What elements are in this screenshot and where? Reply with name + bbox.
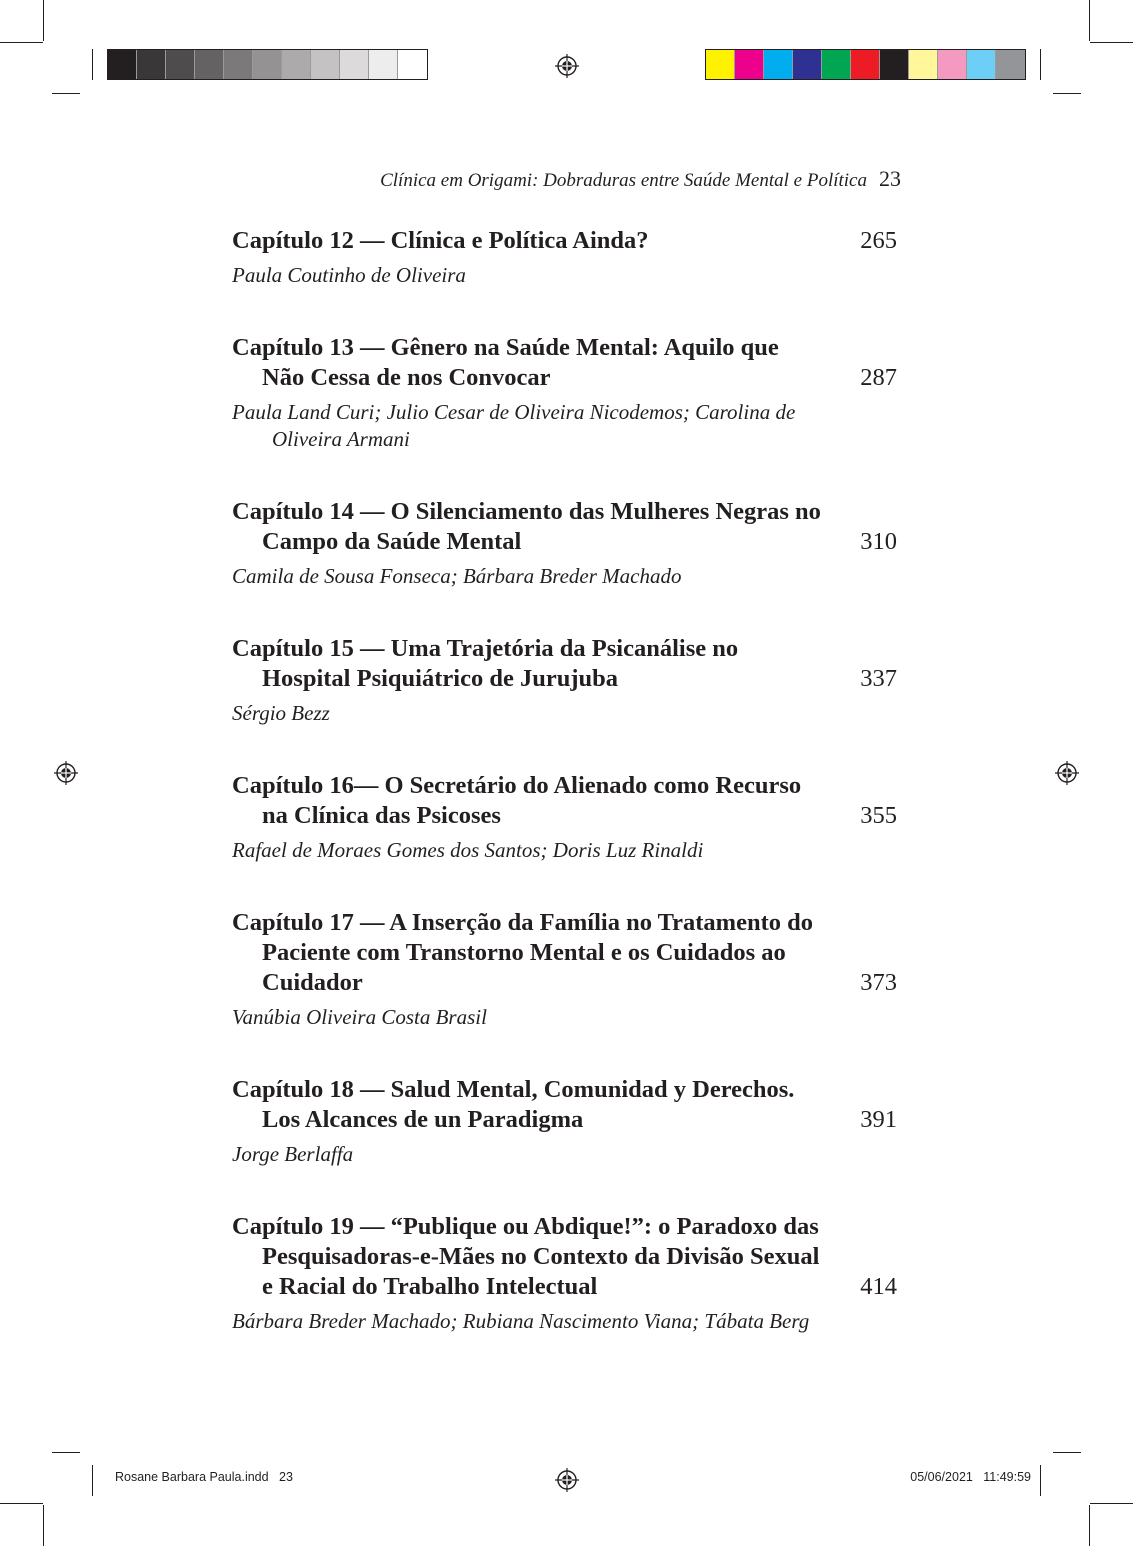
crop-mark: [43, 1505, 44, 1546]
chapter-page-number: 373: [860, 969, 897, 996]
chapter-authors: Paula Coutinho de Oliveira: [232, 263, 466, 287]
color-bar: [705, 49, 1026, 80]
crop-mark: [1040, 49, 1041, 80]
color-swatch: [851, 50, 880, 79]
color-swatch: [967, 50, 996, 79]
crop-mark: [1089, 0, 1090, 41]
color-swatch: [735, 50, 764, 79]
chapter-title-text: Capítulo 14 — O Silenciamento das Mulheres Negras no Campo da Saúde Mental: [232, 498, 821, 555]
crop-mark: [0, 1503, 43, 1504]
chapter-page-number: 355: [860, 802, 897, 829]
chapter-authors: Camila de Sousa Fonseca; Bárbara Breder Machado: [232, 564, 682, 588]
chapter-title-text: Capítulo 13 — Gênero na Saúde Mental: Aquilo que Não Cessa de nos Convocar: [232, 334, 779, 391]
chapter-title: [232, 771, 897, 831]
crop-mark: [1090, 1503, 1133, 1504]
toc-entry: [232, 771, 897, 864]
crop-mark: [0, 42, 43, 43]
color-swatch: [880, 50, 909, 79]
chapter-title-text: Capítulo 19 — “Publique ou Abdique!”: o Paradoxo das Pesquisadoras-e-Mães no Contexto da Divisão Sexual e Racial do Trabalho Intelectual: [232, 1213, 820, 1300]
registration-mark-icon: [54, 761, 78, 785]
color-swatch: [822, 50, 851, 79]
chapter-authors: Sérgio Bezz: [232, 701, 330, 725]
crop-mark: [1090, 42, 1133, 43]
crop-mark: [1089, 1505, 1090, 1546]
color-swatch: [311, 50, 340, 79]
table-of-contents: [232, 226, 897, 1379]
toc-entry: [232, 1075, 897, 1168]
chapter-title: [232, 908, 897, 998]
chapter-title-text: Capítulo 16— O Secretário do Alienado como Recurso na Clínica das Psicoses: [232, 772, 802, 829]
toc-entry: [232, 1212, 897, 1335]
running-title: Clínica em Origami: Dobraduras entre Saúde Mental e Política: [380, 170, 867, 191]
color-swatch: [282, 50, 311, 79]
chapter-page-number: 287: [860, 364, 897, 391]
color-swatch: [340, 50, 369, 79]
chapter-page-number: 310: [860, 528, 897, 555]
chapter-authors: Rafael de Moraes Gomes dos Santos; Doris Luz Rinaldi: [232, 838, 704, 862]
chapter-title: [232, 634, 897, 694]
color-swatch: [938, 50, 967, 79]
toc-entry: [232, 226, 897, 289]
chapter-title: [232, 497, 897, 557]
chapter-title: [232, 333, 897, 393]
chapter-title: [232, 226, 897, 256]
color-swatch: [793, 50, 822, 79]
color-swatch: [909, 50, 938, 79]
slug-file: Rosane Barbara Paula.indd 23: [115, 1470, 293, 1484]
crop-mark: [1040, 1465, 1041, 1496]
crop-mark: [43, 0, 44, 41]
toc-entry: [232, 333, 897, 453]
crop-mark: [1053, 93, 1081, 94]
color-swatch: [253, 50, 282, 79]
chapter-title-text: Capítulo 18 — Salud Mental, Comunidad y Derechos. Los Alcances de un Paradigma: [232, 1076, 795, 1133]
toc-entry: [232, 634, 897, 727]
crop-mark: [1053, 1452, 1081, 1453]
chapter-page-number: 414: [860, 1273, 897, 1300]
slug-datetime: 05/06/2021 11:49:59: [910, 1470, 1031, 1484]
color-swatch: [108, 50, 137, 79]
crop-mark: [52, 1452, 80, 1453]
chapter-authors: Bárbara Breder Machado; Rubiana Nascimento Viana; Tábata Berg: [232, 1309, 810, 1333]
crop-mark: [92, 1465, 93, 1496]
registration-mark-icon: [555, 1468, 579, 1492]
crop-mark: [52, 93, 80, 94]
chapter-page-number: 265: [860, 227, 897, 254]
color-swatch: [137, 50, 166, 79]
color-swatch: [996, 50, 1025, 79]
chapter-title: [232, 1212, 897, 1302]
grayscale-bar: [107, 49, 428, 80]
crop-mark: [92, 49, 93, 80]
chapter-title-text: Capítulo 17 — A Inserção da Família no Tratamento do Paciente com Transtorno Mental e os Cuidados ao Cuidador: [232, 909, 814, 996]
chapter-authors: Paula Land Curi; Julio Cesar de Oliveira Nicodemos; Carolina de Oliveira Armani: [232, 400, 796, 451]
page-number: 23: [879, 166, 901, 191]
registration-mark-icon: [1055, 761, 1079, 785]
chapter-title-text: Capítulo 15 — Uma Trajetória da Psicanálise no Hospital Psiquiátrico de Jurujuba: [232, 635, 739, 692]
chapter-authors: Vanúbia Oliveira Costa Brasil: [232, 1005, 487, 1029]
chapter-title: [232, 1075, 897, 1135]
registration-mark-icon: [555, 54, 579, 78]
color-swatch: [764, 50, 793, 79]
chapter-page-number: 391: [860, 1106, 897, 1133]
chapter-title-text: Capítulo 12 — Clínica e Política Ainda?: [232, 227, 649, 254]
color-swatch: [195, 50, 224, 79]
toc-entry: [232, 908, 897, 1031]
color-swatch: [369, 50, 398, 79]
color-swatch: [398, 50, 427, 79]
color-swatch: [706, 50, 735, 79]
chapter-authors: Jorge Berlaffa: [232, 1142, 354, 1166]
color-swatch: [166, 50, 195, 79]
toc-entry: [232, 497, 897, 590]
running-header: [380, 166, 901, 192]
color-swatch: [224, 50, 253, 79]
chapter-page-number: 337: [860, 665, 897, 692]
